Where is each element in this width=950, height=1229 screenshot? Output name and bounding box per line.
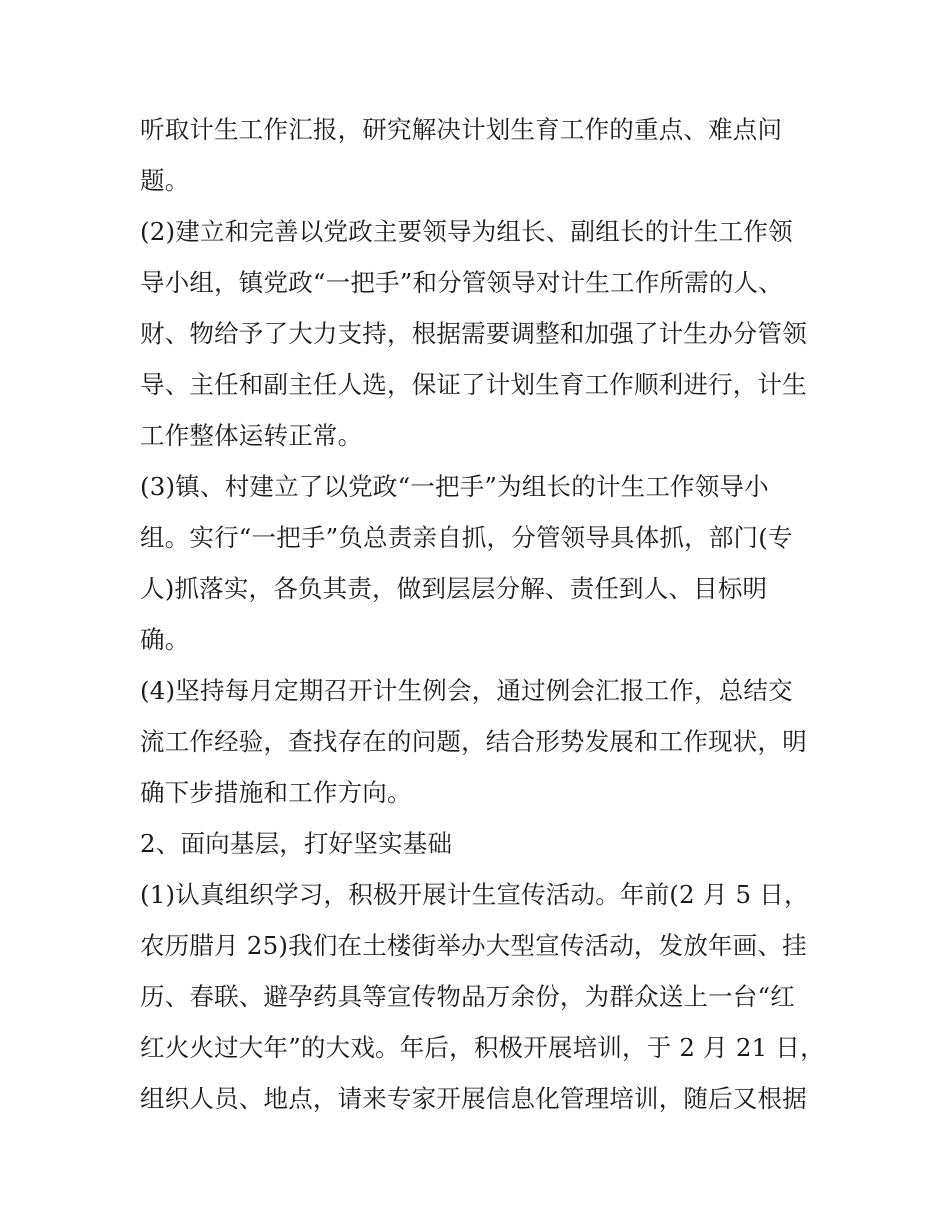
text-line: 题。 — [140, 166, 190, 195]
section-heading: 2、面向基层，打好坚实基础 — [140, 829, 453, 858]
text-line: 农历腊月 25)我们在土楼街举办大型宣传活动，发放年画、挂 — [140, 931, 807, 960]
text-line: 流工作经验，查找存在的问题，结合形势发展和工作现状，明 — [140, 727, 807, 756]
text-line: (2)建立和完善以党政主要领导为组长、副组长的计生工作领 — [140, 217, 793, 246]
text-line: 导小组，镇党政“一把手”和分管领导对计生工作所需的人、 — [140, 268, 783, 297]
text-line: 听取计生工作汇报，研究解决计划生育工作的重点、难点问 — [140, 115, 783, 144]
text-line: 工作整体运转正常。 — [140, 421, 363, 450]
text-line: (4)坚持每月定期召开计生例会，通过例会汇报工作，总结交 — [140, 676, 793, 705]
text-line: 确下步措施和工作方向。 — [140, 778, 412, 807]
text-line: 历、春联、避孕药具等宣传物品万余份，为群众送上一台“红 — [140, 982, 795, 1011]
text-line: 红火火过大年”的大戏。年后，积极开展培训，于 2 月 21 日， — [140, 1033, 825, 1062]
text-line: (1)认真组织学习，积极开展计生宣传活动。年前(2 月 5 日， — [140, 880, 809, 909]
text-line: 确。 — [140, 625, 190, 654]
text-line: 财、物给予了大力支持，根据需要调整和加强了计生办分管领 — [140, 319, 807, 348]
text-line: 人)抓落实，各负其责，做到层层分解、责任到人、目标明 — [140, 574, 768, 603]
text-line: 导、主任和副主任人选，保证了计划生育工作顺利进行，计生 — [140, 370, 807, 399]
text-line: 组。实行“一把手”负总责亲自抓，分管领导具体抓，部门(专 — [140, 523, 793, 552]
text-line: 组织人员、地点，请来专家开展信息化管理培训，随后又根据 — [140, 1084, 807, 1113]
text-line: (3)镇、村建立了以党政“一把手”为组长的计生工作领导小 — [140, 472, 769, 501]
